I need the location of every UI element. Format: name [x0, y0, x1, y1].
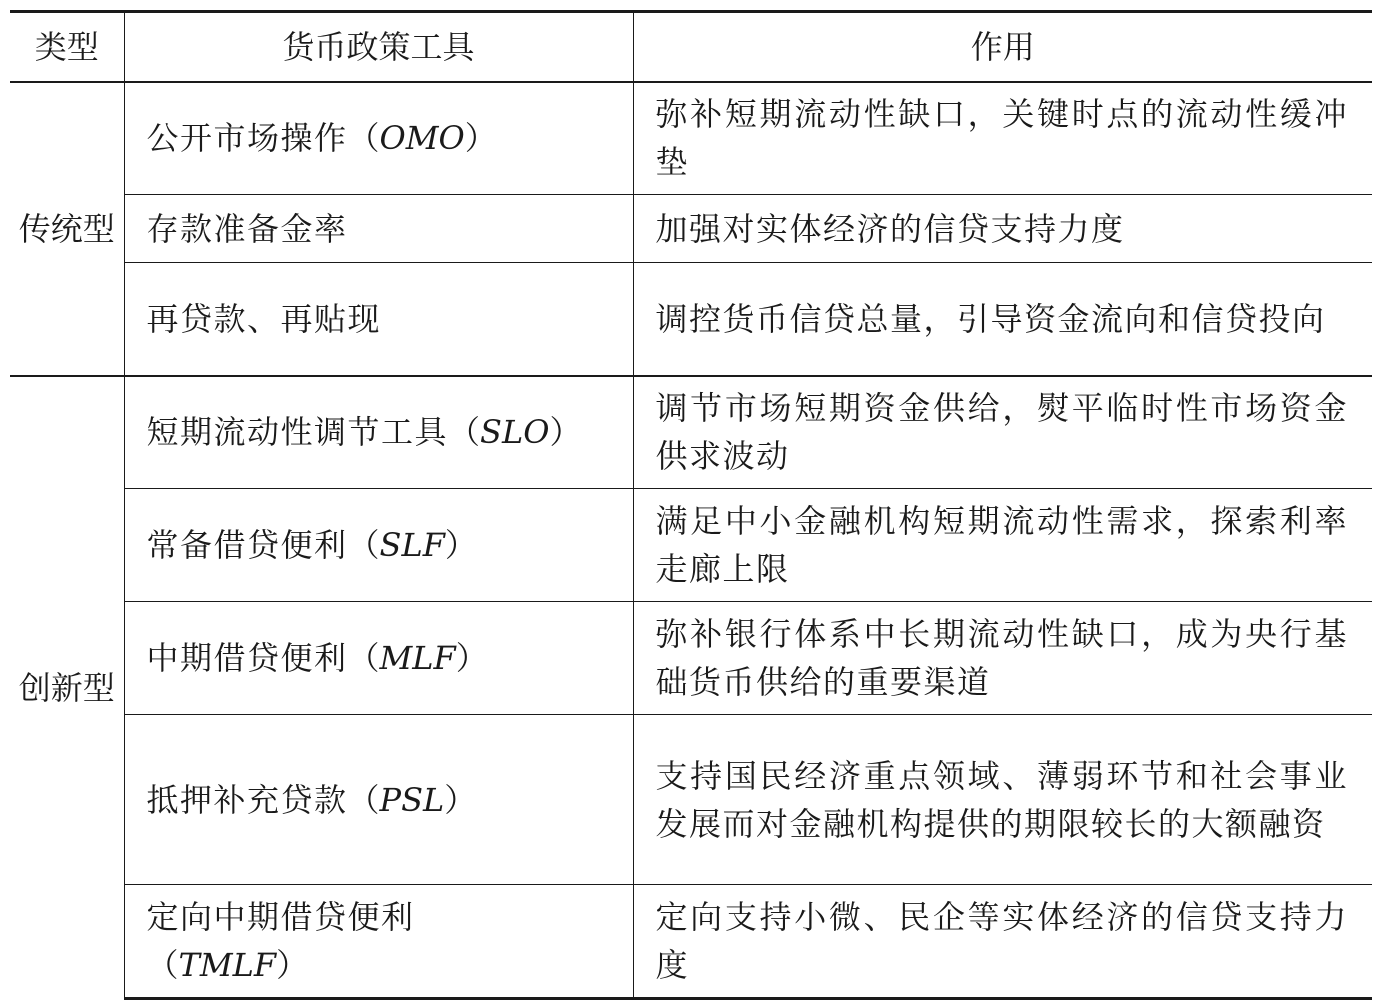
tool-name: 抵押补充贷款 [146, 780, 348, 819]
monetary-policy-tools-table [10, 10, 1372, 1000]
tool-name: 存款准备金率 [146, 209, 348, 248]
close-paren: ） [276, 946, 309, 984]
tool-abbr: TMLF [178, 946, 277, 984]
close-paren: ） [444, 526, 477, 564]
open-paren: （ [347, 780, 380, 819]
table-header [10, 12, 1372, 82]
group-type-traditional: 传统型 [10, 82, 124, 376]
tool-abbr: PSL [379, 780, 445, 819]
table-body [10, 82, 1372, 999]
close-paren: ） [444, 780, 477, 819]
table-row [10, 376, 1372, 489]
function-cell: 调节市场短期资金供给，熨平临时性市场资金供求波动 [633, 376, 1372, 489]
group-type-innovative: 创新型 [10, 376, 124, 999]
tool-abbr: SLO [480, 413, 550, 452]
function-cell: 支持国民经济重点领域、薄弱环节和社会事业发展而对金融机构提供的期限较长的大额融资 [633, 715, 1372, 885]
close-paren: ） [455, 639, 488, 677]
tool-cell [124, 885, 633, 999]
header-function: 作用 [633, 12, 1372, 82]
header-row [10, 12, 1372, 82]
tool-cell [124, 602, 633, 715]
tool-name: 短期流动性调节工具 [146, 413, 449, 452]
tool-abbr: MLF [379, 639, 456, 677]
open-paren: （ [347, 639, 380, 677]
table-row [10, 82, 1372, 195]
tool-name: 再贷款、再贴现 [146, 299, 382, 338]
tool-name: 中期借贷便利 [146, 639, 348, 677]
tool-cell [124, 263, 633, 376]
tool-cell [124, 82, 633, 195]
table-row [10, 195, 1372, 263]
open-paren: （ [448, 413, 481, 452]
open-paren: （ [347, 119, 380, 158]
function-cell: 满足中小金融机构短期流动性需求，探索利率走廊上限 [633, 489, 1372, 602]
tool-cell [124, 195, 633, 263]
table-row [10, 885, 1372, 999]
tool-name: 公开市场操作 [146, 119, 348, 158]
function-cell: 弥补短期流动性缺口，关键时点的流动性缓冲垫 [633, 82, 1372, 195]
tool-abbr: OMO [379, 119, 465, 158]
close-paren: ） [464, 119, 497, 158]
tool-cell [124, 489, 633, 602]
tool-name: 常备借贷便利 [146, 526, 348, 564]
tool-cell [124, 715, 633, 885]
header-type: 类型 [34, 27, 99, 66]
tool-name: 定向中期借贷便利 [146, 898, 415, 936]
tool-abbr: SLF [379, 526, 445, 564]
open-paren: （ [347, 526, 380, 564]
open-paren: （ [146, 946, 179, 984]
header-tool: 货币政策工具 [124, 12, 633, 82]
function-cell: 定向支持小微、民企等实体经济的信贷支持力度 [633, 885, 1372, 999]
table-row [10, 489, 1372, 602]
table-row [10, 715, 1372, 885]
close-paren: ） [549, 413, 582, 452]
function-cell: 调控货币信贷总量，引导资金流向和信贷投向 [633, 263, 1372, 376]
table-row [10, 263, 1372, 376]
function-cell: 加强对实体经济的信贷支持力度 [633, 195, 1372, 263]
function-cell: 弥补银行体系中长期流动性缺口，成为央行基础货币供给的重要渠道 [633, 602, 1372, 715]
table-row [10, 602, 1372, 715]
tool-cell [124, 376, 633, 489]
